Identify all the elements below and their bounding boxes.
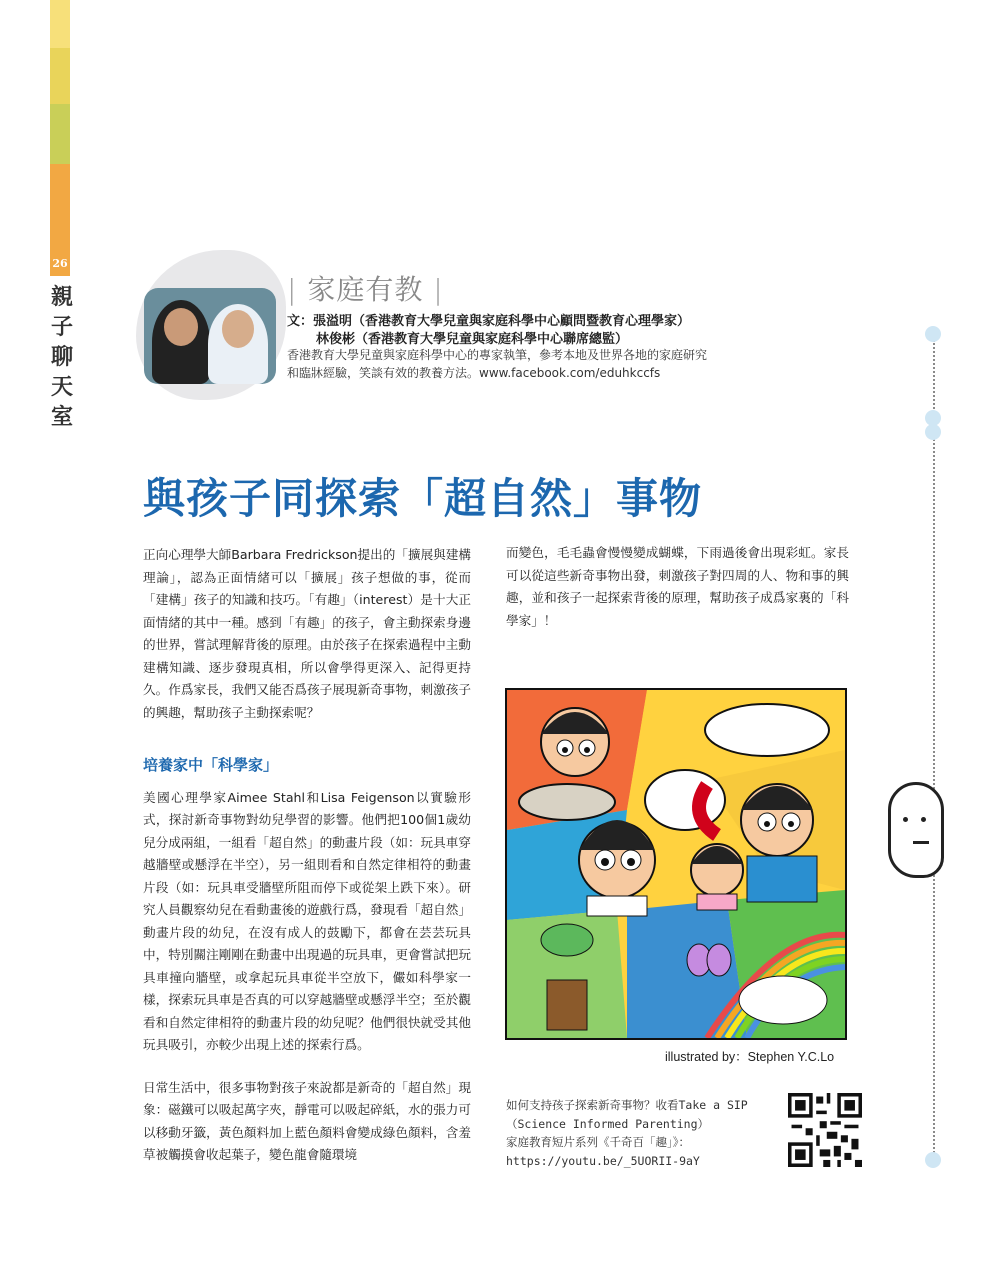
author-2: 林俊彬（香港教育大學兒童與家庭科學中心聯席總監） — [316, 332, 629, 347]
author-1: 文：張溢明（香港教育大學兒童與家庭科學中心顧問暨教育心理學家） — [287, 314, 691, 329]
tip-link[interactable]: https://youtu.be/_5UORII-9aY — [506, 1153, 700, 1168]
color-stripe-1 — [50, 0, 70, 48]
circle-decoration-1 — [925, 326, 941, 342]
circle-decoration-3 — [925, 424, 941, 440]
authors-photo — [144, 288, 276, 384]
tip-line-1: 如何支持孩子探索新奇事物？收看Take a SIP — [506, 1098, 748, 1112]
article-left-column — [143, 544, 471, 1167]
article-title: 與孩子同探索「超自然」事物 — [143, 474, 703, 523]
article-right-column — [506, 542, 849, 632]
paragraph-3: 日常生活中，很多事物對孩子來說都是新奇的「超自然」現象：磁鐵可以吸起萬字夾，靜電可以吸起碎紙，水的張力可以移動牙籤，黃色顏料加上藍色顏料會變成綠色顏料，含羞草被觸摸會收起葉子，變色龍會隨環境 — [143, 1079, 471, 1162]
illustration-credit: illustrated by：Stephen Y.C.Lo — [665, 1050, 835, 1064]
author-description: 香港教育大學兒童與家庭科學中心的專家執筆，參考本地及世界各地的家庭研究和臨牀經驗，笑談有效的教養方法。www.facebook.com/eduhkccfs — [287, 348, 708, 380]
tip-line-2: （Science Informed Parenting） — [506, 1116, 710, 1131]
video-tip — [506, 1096, 776, 1170]
qr-code-icon[interactable] — [788, 1093, 862, 1167]
color-stripe-3 — [50, 104, 70, 164]
color-stripe-2 — [50, 48, 70, 104]
circle-decoration-4 — [925, 1152, 941, 1168]
illustration-image — [505, 688, 847, 1040]
paragraph-4: 而變色，毛毛蟲會慢慢變成蝴蝶，下雨過後會出現彩虹。家長可以從這些新奇事物出發，刺激孩子對四周的人、物和事的興趣，並和孩子一起探索背後的原理，幫助孩子成爲家裏的「科學家」！ — [506, 545, 849, 628]
paragraph-2: 美國心理學家Aimee Stahl和Lisa Feigenson以實驗形式，探討新奇事物對幼兒學習的影響。他們把100個1歲幼兒分成兩組，一組看「超自然」的動畫片段（如：玩具車穿越牆壁或懸浮在半空），另一組則看和自然定律相符的動畫片段（如：玩具車受牆壁所阻而停下或從架上跌下來）。研究人員觀察幼兒在看動畫後的遊戲行爲，發現看「超自然」動畫片段的幼兒，在沒有成人的鼓勵下，都會在芸芸玩具中，特別關注剛剛在動畫中出現過的玩具車，更會嘗試把玩具車撞向牆壁，或拿起玩具車從半空放下，儼如科學家一樣，探索玩具車是否真的可以穿越牆壁或懸浮半空；至於觀看和自然定律相符的動畫片段的幼兒呢？他們很快就受其他玩具吸引，亦較少出現上述的探索行爲。 — [143, 789, 471, 1052]
paragraph-1: 正向心理學大師Barbara Fredrickson提出的「擴展與建構理論」，認為正面情緒可以「擴展」孩子想做的事，從而「建構」孩子的知識和技巧。「有趣」（interest）是十大正面情緒的其中一種。感到「有趣」的孩子，會主動探索身邊的世界，嘗試理解背後的原理。由於孩子在探索過程中主動建構知識、逐步發現真相，所以會學得更深入、記得更持久。作爲家長，我們又能否爲孩子展現新奇事物，刺激孩子的興趣，幫助孩子主動探索呢？ — [143, 547, 471, 720]
color-stripe-4 — [50, 164, 70, 252]
section-name: 親子聊天室 — [50, 284, 73, 430]
page-number: 26 — [50, 252, 70, 276]
face-mascot-icon — [888, 782, 944, 878]
tip-line-3: 家庭教育短片系列《千奇百「趣」》： — [506, 1135, 690, 1149]
column-title: | 家庭有教 | — [287, 273, 444, 306]
dotted-divider — [933, 340, 935, 1160]
subheading: 培養家中「科學家」 — [143, 756, 279, 774]
